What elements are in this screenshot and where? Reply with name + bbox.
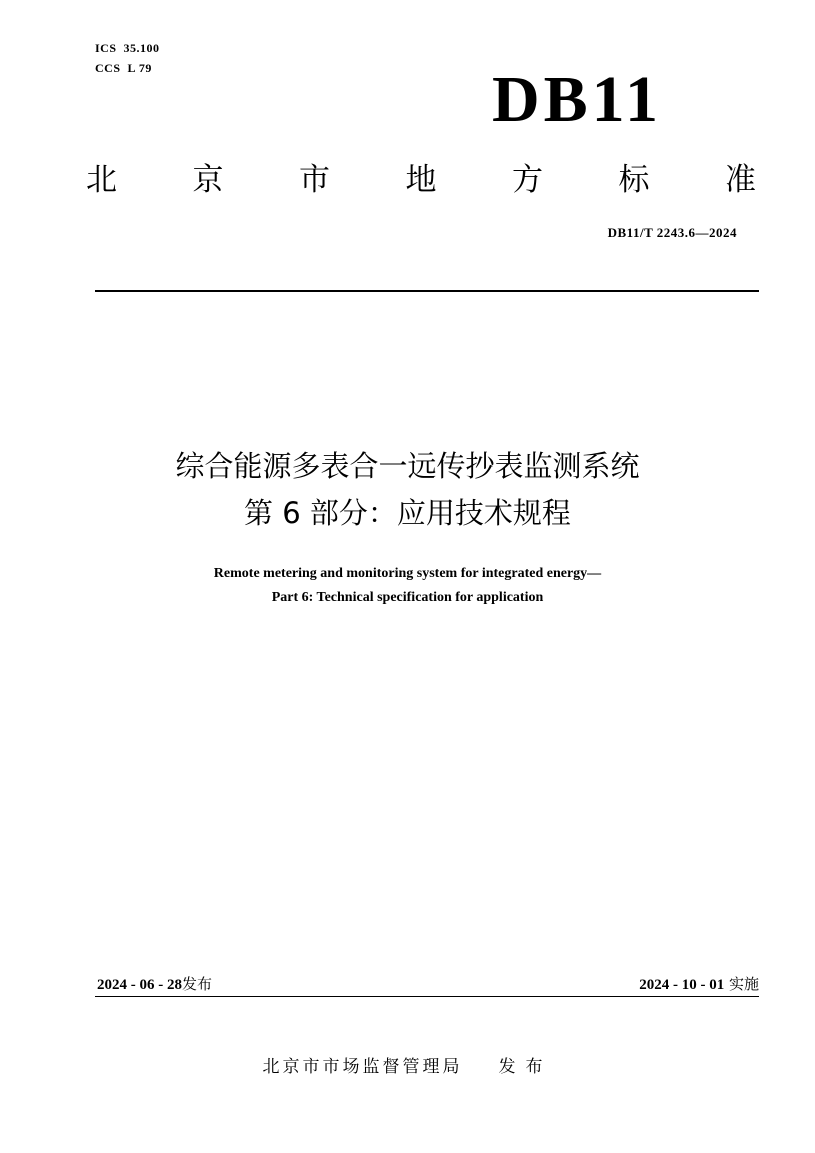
release-date: [97, 973, 212, 996]
issuer-line: [0, 1055, 815, 1079]
db11-logo: DB11: [492, 63, 663, 136]
standard-type-char: 标: [618, 162, 650, 198]
title-cn-line2: 第 6 部分：应用技术规程: [244, 496, 571, 530]
footer-divider: [95, 996, 759, 997]
title-en-line1: Remote metering and monitoring system for integrated energy—: [213, 566, 602, 581]
implementation-date-value: 2024 - 10 - 01: [639, 977, 725, 993]
implementation-label: 实施: [728, 975, 759, 993]
issuer-verb: 发布: [498, 1057, 553, 1077]
ccs-code: CCS L 79: [95, 61, 152, 75]
standard-number: DB11/T 2243.6—2024: [607, 225, 737, 240]
standard-type-char: 方: [512, 162, 543, 198]
title-en-line2: Part 6: Technical specification for application: [271, 590, 544, 605]
release-date-value: 2024 - 06 - 28: [97, 977, 182, 993]
standard-type-char: 京: [192, 162, 224, 198]
standard-type-char: 北: [86, 162, 117, 198]
standard-type-char: 市: [299, 162, 330, 198]
release-label: 发布: [182, 975, 213, 993]
title-cn-line1: 综合能源多表合一远传抄表监测系统: [175, 449, 640, 483]
issuer-name: 北京市市场监督管理局: [262, 1057, 463, 1077]
ics-code: ICS 35.100: [95, 41, 160, 55]
standard-type-char: 地: [405, 162, 437, 198]
header-divider: [95, 290, 759, 292]
standard-type-char: 准: [725, 162, 756, 198]
standard-type-heading: [86, 160, 756, 200]
implementation-date: [639, 973, 759, 996]
